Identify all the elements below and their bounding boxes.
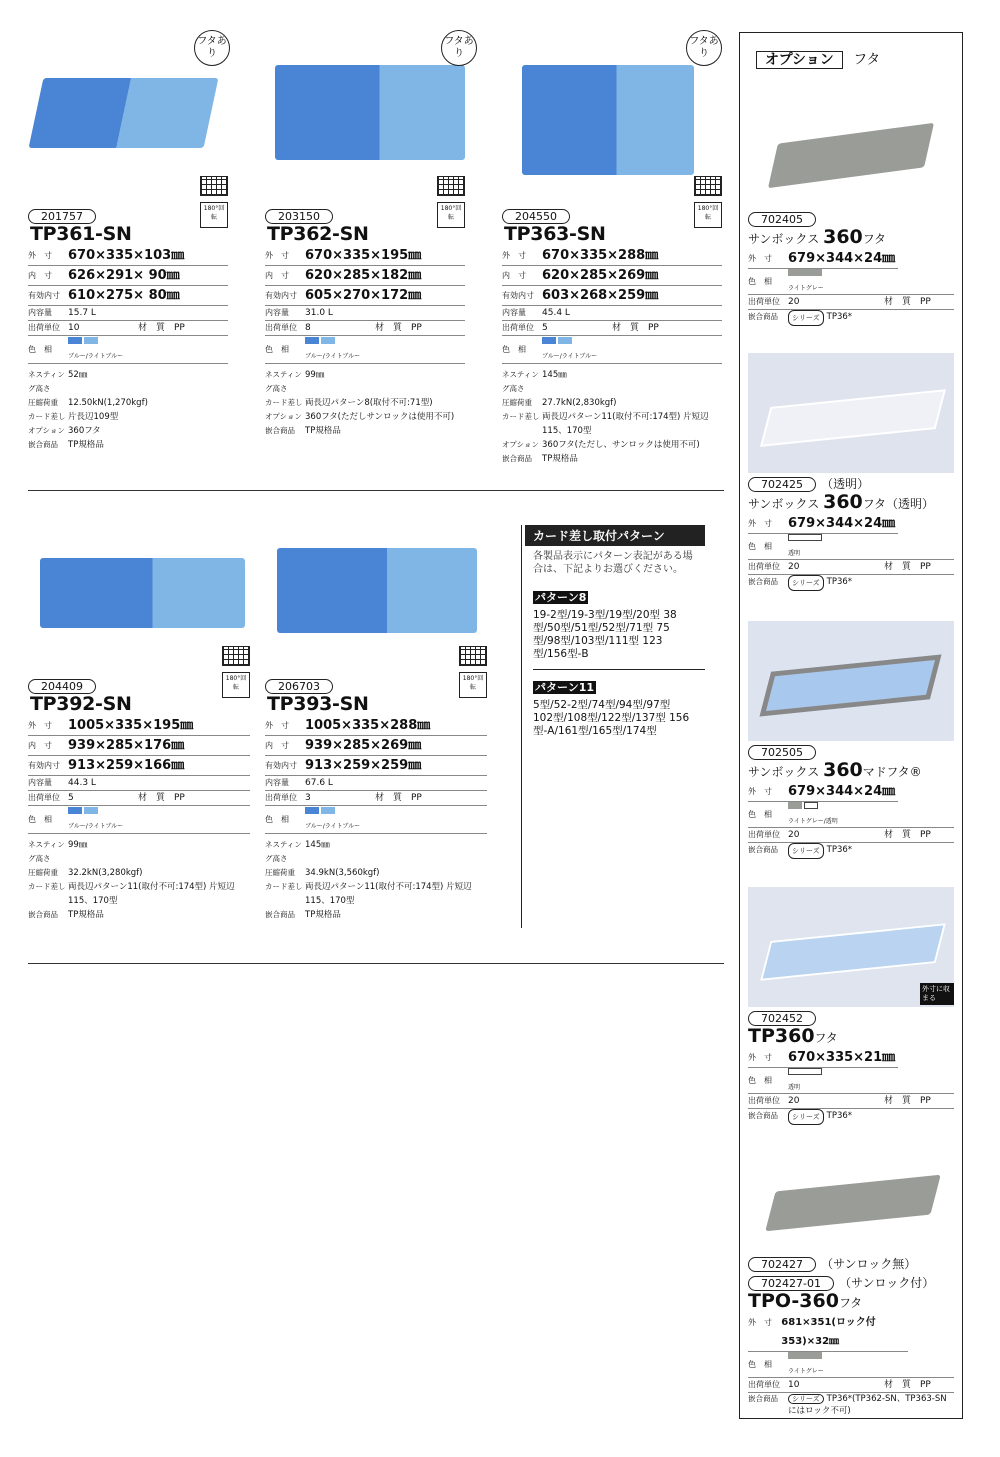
rotate-icon: 180°回転	[459, 672, 487, 698]
tp-grid-icon	[200, 176, 228, 196]
product-photo	[29, 78, 219, 148]
option-item: 702425 （透明） サンボックス 360フタ（透明） 外 寸 679×344×24㎜ 色 相 透明 出荷単位 20 材 質 PP 嵌合商品 シリーズ TP36*	[748, 353, 954, 591]
lid-badge: フタあり	[194, 30, 230, 66]
product-code: 204409	[28, 679, 96, 694]
rotate-icon: 180°回転	[694, 202, 722, 228]
product-code: 204550	[502, 209, 570, 224]
lid-photo	[765, 1175, 941, 1232]
lid-badge: フタあり	[686, 30, 722, 66]
fits-outer-badge: 外寸に収まる	[920, 983, 954, 1005]
product-tp392: 180°回転 204409 TP392-SN 外 寸 1005×335×195㎜ 内 寸 939×285×176㎜ 有効内寸 913×259×166㎜ 内容量 44.3 L 出荷単位 5 材 質 PP 色 相 ブルー/ライトブルー ネスティング高さ 99㎜ 圧縮荷重 32.2kN(3,280kgf) カード差し 両長辺パターン11(取付不可:174型) 片短辺115、170型 嵌合商品 TP規格品	[28, 500, 250, 922]
product-tp363: フタあり 180°回転 204550 TP363-SN 外 寸 670×335×288㎜ 内 寸 620×285×269㎜ 有効内寸 603×268×259㎜ 内容量 45.4 L 出荷単位 5 材 質 PP 色 相 ブルー/ライトブルー ネスティング高さ 145㎜ 圧縮荷重 27.7kN(2,830kgf) カード差し 両長辺パターン11(取付不可:174型) 片短辺115、170型 オプション 360フタ(ただし、サンロックは使用不可) 嵌合商品 TP規格品	[502, 30, 702, 466]
pattern8-label: パターン8	[535, 591, 587, 604]
option-panel: オプション フタ 702405 サンボックス 360フタ 外 寸 679×344×24㎜ 色 相 ライトグレー 出荷単位 20 材 質 PP 嵌合商品 シリーズ TP36* 702425 （透明） サンボックス 360フタ（透明） 外 寸 679×344×24㎜ 色 相 透明 出荷単位 20 材 質 PP 嵌合商品 シリーズ TP36* 702505 サンボックス 360マドフタ® 外 寸 679×344×24㎜ 色 相 ライトグレー/透明 出荷単位 20 材 質 PP 嵌合商品 シリーズ TP36* 外寸に収まる 702452 TP360フタ 外 寸 670×335×21㎜ 色 相 透明 出荷単位 20 材 質 PP 嵌合商品 シリーズ TP36* 702427 （サンロック無） 702427-01 （サンロック付） TPO-360フタ 外 寸 681×351(ロック付353)×32㎜ 色 相 ライトグレー 出荷単位 10 材 質 PP 嵌合商品 シリーズ TP36*(TP362-SN、TP363-SNにはロック不可)	[739, 32, 963, 1419]
product-photo	[277, 548, 477, 633]
option-header: オプション	[756, 51, 843, 69]
lid-badge: フタあり	[441, 30, 477, 66]
lid-photo	[760, 654, 942, 716]
product-name: TP392-SN	[30, 693, 132, 715]
product-name: TP361-SN	[30, 223, 132, 245]
product-name: TP363-SN	[504, 223, 606, 245]
rotate-icon: 180°回転	[437, 202, 465, 228]
outer-dim: 670×335×103㎜	[68, 248, 185, 263]
pattern11-label: パターン11	[535, 681, 595, 694]
tp-grid-icon	[694, 176, 722, 196]
lid-photo	[768, 123, 934, 188]
product-code: 203150	[265, 209, 333, 224]
tp-grid-icon	[222, 646, 250, 666]
option-item: 702427 （サンロック無） 702427-01 （サンロック付） TPO-360フタ 外 寸 681×351(ロック付353)×32㎜ 色 相 ライトグレー 出荷単位 10 材 質 PP 嵌合商品 シリーズ TP36*(TP362-SN、TP363-SNにはロック不可)	[748, 1153, 954, 1417]
product-code: 201757	[28, 209, 96, 224]
product-photo	[275, 65, 465, 160]
rotate-icon: 180°回転	[222, 672, 250, 698]
product-tp361: フタあり 180°回転 201757 TP361-SN 外 寸 670×335×103㎜ 内 寸 626×291× 90㎜ 有効内寸 610×275× 80㎜ 内容量 15.7 L 出荷単位 10 材 質 PP 色 相 ブルー/ライトブルー ネスティング高さ 52㎜ 圧縮荷重 12.50kN(1,270kgf) カード差し 片長辺109型 オプション 360フタ 嵌合商品 TP規格品	[28, 30, 228, 452]
product-name: TP362-SN	[267, 223, 369, 245]
product-tp393: 180°回転 206703 TP393-SN 外 寸 1005×335×288㎜ 内 寸 939×285×269㎜ 有効内寸 913×259×259㎜ 内容量 67.6 L 出荷単位 3 材 質 PP 色 相 ブルー/ライトブルー ネスティング高さ 145㎜ 圧縮荷重 34.9kN(3,560kgf) カード差し 両長辺パターン11(取付不可:174型) 片短辺115、170型 嵌合商品 TP規格品	[265, 500, 487, 922]
card-pattern-box: カード差し取付パターン 各製品表示にパターン表記がある場合は、下記よりお選びください。 パターン8 19-2型/19-3型/19型/20型 38型/50型/51型/52型/71型 75型/98型/103型/111型 123型/156型-B パターン11 5型/52-2型/74型/94型/97型 102型/108型/122型/137型 156型-A/161型/165型/174型	[521, 525, 705, 738]
tp-grid-icon	[459, 646, 487, 666]
product-code: 206703	[265, 679, 333, 694]
eff-dim: 610×275× 80㎜	[68, 288, 180, 303]
lid-photo	[760, 389, 946, 447]
option-item: 外寸に収まる 702452 TP360フタ 外 寸 670×335×21㎜ 色 相 透明 出荷単位 20 材 質 PP 嵌合商品 シリーズ TP36*	[748, 887, 954, 1125]
lid-photo	[760, 923, 946, 981]
option-item: 702505 サンボックス 360マドフタ® 外 寸 679×344×24㎜ 色 相 ライトグレー/透明 出荷単位 20 材 質 PP 嵌合商品 シリーズ TP36*	[748, 621, 954, 859]
option-item: 702405 サンボックス 360フタ 外 寸 679×344×24㎜ 色 相 ライトグレー 出荷単位 20 材 質 PP 嵌合商品 シリーズ TP36*	[748, 93, 954, 326]
tp-grid-icon	[437, 176, 465, 196]
product-name: TP393-SN	[267, 693, 369, 715]
pattern-title: カード差し取付パターン	[525, 525, 705, 546]
inner-dim: 626×291× 90㎜	[68, 268, 180, 283]
product-tp362: フタあり 180°回転 203150 TP362-SN 外 寸 670×335×195㎜ 内 寸 620×285×182㎜ 有効内寸 605×270×172㎜ 内容量 31.0 L 出荷単位 8 材 質 PP 色 相 ブルー/ライトブルー ネスティング高さ 99㎜ カード差し 両長辺パターン8(取付不可:71型) オプション 360フタ(ただしサンロックは使用不可) 嵌合商品 TP規格品	[265, 30, 465, 438]
product-photo	[40, 558, 245, 628]
rotate-icon: 180°回転	[200, 202, 228, 228]
product-photo	[522, 65, 694, 175]
